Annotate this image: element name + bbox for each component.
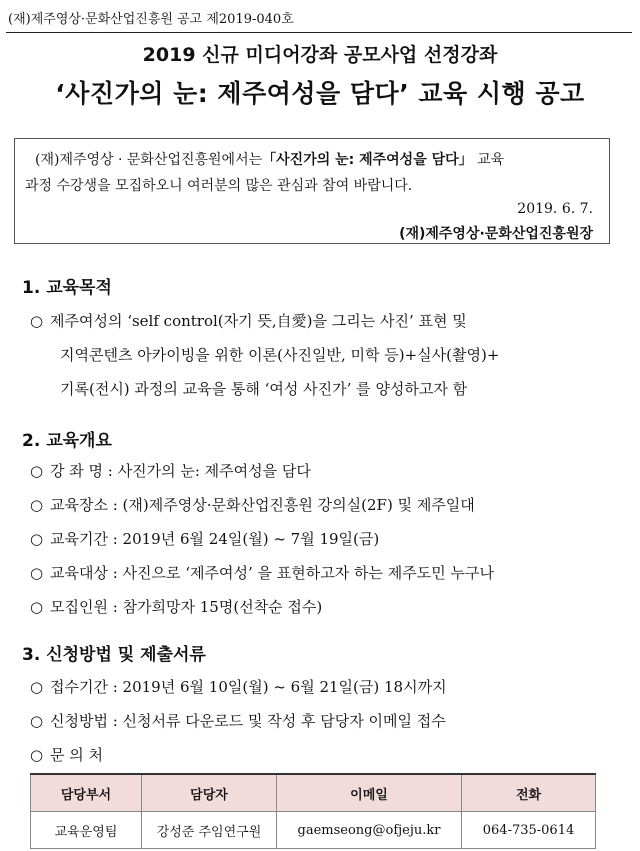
circle-bullet-icon: ○	[30, 598, 44, 616]
issuer-org: (재)제주영상·문화산업진흥원장	[399, 226, 593, 242]
header-divider	[6, 32, 632, 33]
section-heading-application: 3. 신청방법 및 제출서류	[22, 645, 206, 665]
list-item: ○ 제주여성의 ‘self control(자기 뜻,自愛)을 그리는 사진’ 표현 및	[30, 312, 467, 330]
cell-email: gaemseong@ofjeju.kr	[277, 812, 462, 849]
col-header-dept: 담당부서	[31, 774, 142, 812]
intro-text-before: (재)제주영상 · 문화산업진흥원에서는	[35, 152, 263, 168]
purpose-line3: 기록(전시) 과정의 교육을 통해 ‘여성 사진가’ 를 양성하고자 함	[60, 380, 468, 398]
circle-bullet-icon: ○	[30, 712, 44, 730]
circle-bullet-icon: ○	[30, 312, 44, 330]
purpose-line2: 지역콘텐츠 아카이빙을 위한 이론(사진일반, 미학 등)+실사(촬영)+	[60, 346, 500, 364]
cell-dept: 교육운영팀	[31, 812, 142, 849]
circle-bullet-icon: ○	[30, 746, 44, 764]
intro-text-after: 교육	[477, 152, 505, 168]
notice-number: (재)제주영상·문화산업진흥원 공고 제2019-040호	[8, 12, 294, 27]
list-item: ○ 교육장소 : (재)제주영상·문화산업진흥원 강의실(2F) 및 제주일대	[30, 496, 475, 514]
section-heading-purpose: 1. 교육목적	[22, 278, 112, 298]
list-item: ○ 신청방법 : 신청서류 다운로드 및 작성 후 담당자 이메일 접수	[30, 712, 446, 730]
intro-line2: 과정 수강생을 모집하오니 여러분의 많은 관심과 참여 바랍니다.	[25, 178, 413, 194]
list-item: ○ 강 좌 명 : 사진가의 눈: 제주여성을 담다	[30, 462, 311, 480]
title-line1: 2019 신규 미디어강좌 공모사업 선정강좌	[142, 44, 498, 66]
col-header-person: 담당자	[142, 774, 277, 812]
notice-date: 2019. 6. 7.	[517, 201, 593, 217]
list-item: ○ 교육기간 : 2019년 6월 24일(월) ~ 7월 19일(금)	[30, 530, 380, 548]
circle-bullet-icon: ○	[30, 678, 44, 696]
circle-bullet-icon: ○	[30, 496, 44, 514]
intro-line1	[35, 149, 504, 169]
page-title: ‘사진가의 눈: 제주여성을 담다’ 교육 시행 공고	[55, 79, 585, 108]
col-header-phone: 전화	[462, 774, 596, 812]
section-heading-overview: 2. 교육개요	[22, 431, 112, 451]
circle-bullet-icon: ○	[30, 530, 44, 548]
circle-bullet-icon: ○	[30, 564, 44, 582]
cell-person: 강성준 주임연구원	[142, 812, 277, 849]
list-item: ○ 문 의 처	[30, 746, 104, 764]
table-row	[31, 812, 596, 849]
table-header-row	[31, 774, 596, 812]
list-item: ○ 접수기간 : 2019년 6월 10일(월) ~ 6월 21일(금) 18시까지	[30, 678, 447, 696]
col-header-email: 이메일	[277, 774, 462, 812]
circle-bullet-icon: ○	[30, 462, 44, 480]
cell-phone: 064-735-0614	[462, 812, 596, 849]
list-item: ○ 교육대상 : 사진으로 ‘제주여성’ 을 표현하고자 하는 제주도민 누구나	[30, 564, 494, 582]
list-item: ○ 모집인원 : 참가희망자 15명(선착순 접수)	[30, 598, 323, 616]
intro-box	[14, 138, 610, 244]
contact-table	[30, 773, 596, 849]
intro-highlight: 「사진가의 눈: 제주여성을 담다」	[262, 152, 473, 168]
